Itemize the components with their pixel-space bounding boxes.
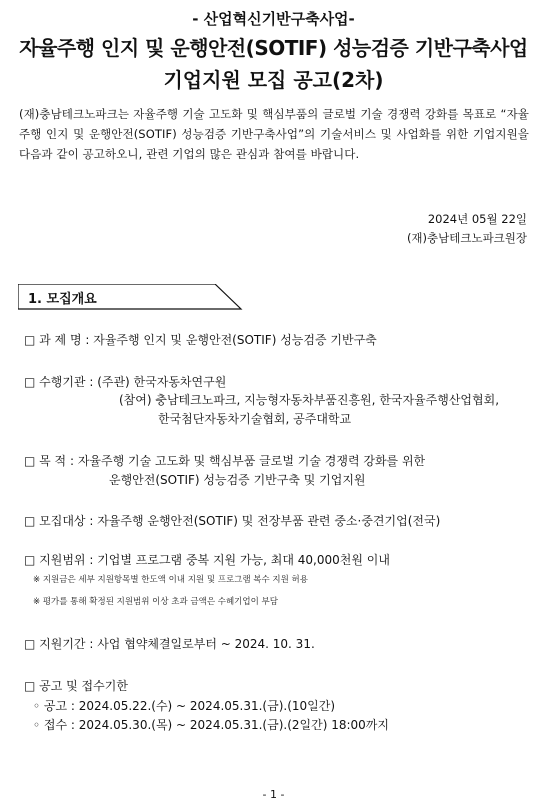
item-purpose-1: □ 목 적 : 자율주행 기술 고도화 및 핵심부품 글로벌 기술 경쟁력 강화를 위한 <box>24 454 426 468</box>
item-scope: □ 지원범위 : 기업별 프로그램 중복 지원 가능, 최대 40,000천원 이내 <box>24 553 390 567</box>
item-deadline: □ 공고 및 접수기한 <box>24 679 128 693</box>
page-number: - 1 - <box>262 788 285 801</box>
section-title: 1. 모집개요 <box>28 292 97 307</box>
intro-paragraph: (재)충남테크노파크는 자율주행 기술 고도화 및 핵심부품의 글로벌 기술 경쟁력 강화를 목표로 “자율주행 인지 및 운행안전(SOTIF) 성능검증 기반구축사업”의 기술서비스 및 사업화를 위한 기업지원을 다음과 같이 공고하오니, 관련 기업의 많은 관심과 참여를 바랍니다. <box>19 107 529 161</box>
announcing-organization: (재)충남테크노파크원장 <box>406 231 527 245</box>
document-title-line2: 기업지원 모집 공고(2차) <box>163 68 384 92</box>
item-project-name: □ 과 제 명 : 자율주행 인지 및 운행안전(SOTIF) 성능검증 기반구축 <box>24 333 377 347</box>
item-period: □ 지원기간 : 사업 협약체결일로부터 ~ 2024. 10. 31. <box>24 637 315 651</box>
item-scope-note-2: ※ 평가를 통해 확정된 지원범위 이상 초과 금액은 수혜기업이 부담 <box>33 597 278 607</box>
announcement-date: 2024년 05월 22일 <box>427 212 527 226</box>
item-notice-period: ◦ 공고 : 2024.05.22.(수) ~ 2024.05.31.(금).(10일간) <box>33 699 336 713</box>
document-subtitle: - 산업혁신기반구축사업- <box>192 10 355 28</box>
item-target: □ 모집대상 : 자율주행 운행안전(SOTIF) 및 전장부품 관련 중소·중견기업(전국) <box>24 514 441 528</box>
item-purpose-2: 운행안전(SOTIF) 성능검증 기반구축 및 기업지원 <box>109 473 366 487</box>
item-scope-note-1: ※ 지원금은 세부 지원항목별 한도액 이내 지원 및 프로그램 복수 지원 허용 <box>33 575 308 585</box>
item-receipt-period: ◦ 접수 : 2024.05.30.(목) ~ 2024.05.31.(금).(2일간) 18:00까지 <box>33 718 389 732</box>
item-org-partner-2: 한국첨단자동차기술협회, 공주대학교 <box>158 412 352 426</box>
section-header <box>18 284 243 310</box>
item-org-partner-1: (참여) 충남테크노파크, 지능형자동차부품진흥원, 한국자율주행산업협회, <box>119 393 500 407</box>
document-title-line1: 자율주행 인지 및 운행안전(SOTIF) 성능검증 기반구축사업 <box>19 36 528 60</box>
item-org-main: □ 수행기관 : (주관) 한국자동차연구원 <box>24 375 227 389</box>
